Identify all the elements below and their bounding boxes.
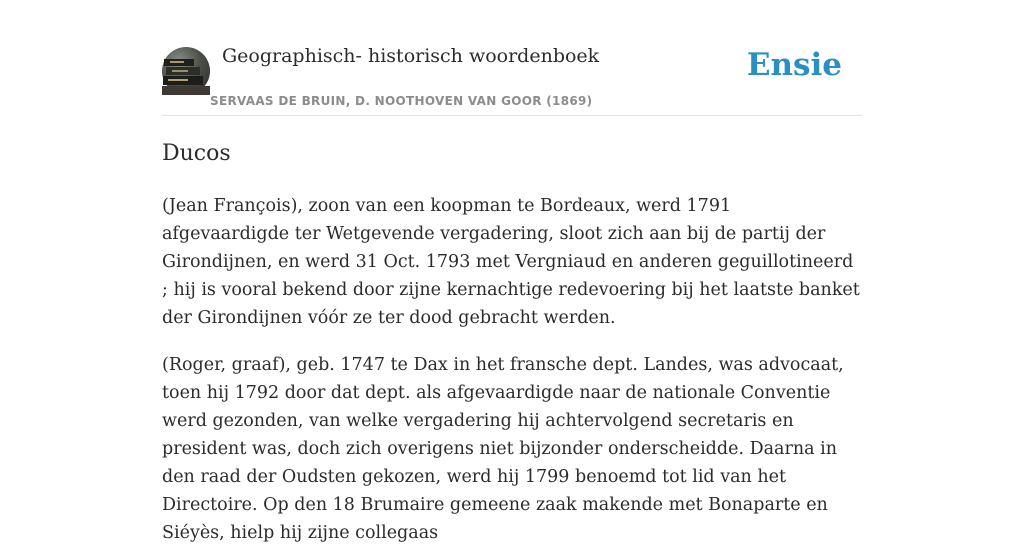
entry-paragraph: (Roger, graaf), geb. 1747 te Dax in het fransche dept. Landes, was advocaat, toen hij 1792 door dat dept. als afgevaardigde naar de nationale Conventie werd gezonden, van welke vergadering hij achtervolgend secretaris en president was, doch zich overigens niet bijzonder onderscheidde. Daarna in den raad der Oudsten gekozen, werd hij 1799 benoemd tot lid van het Directoire. Op den 18 Brumaire gemeene zaak makende met Bonaparte en Siéyès, hielp hij zijne collegaas (162, 355, 844, 543)
book-header (162, 0, 862, 116)
article-container (162, 0, 862, 543)
book-title[interactable]: Geographisch- historisch woordenboek (222, 45, 600, 67)
book-author: SERVAAS DE BRUIN, D. NOOTHOVEN VAN GOOR (1869) (210, 94, 593, 108)
book-avatar[interactable] (162, 47, 210, 95)
entry-title: Ducos (162, 141, 231, 166)
entry-paragraph: (Jean François), zoon van een koopman te Bordeaux, werd 1791 afgevaardigde ter Wetgevende vergadering, sloot zich aan bij de partij der Girondijnen, en werd 31 Oct. 1793 met Vergniaud en anderen geguillotineerd ; hij is vooral bekend door zijne kernachtige redevoering bij het laatste banket der Girondijnen vóór ze ter dood gebracht werden. (162, 196, 860, 328)
brand-logo[interactable]: Ensie (746, 47, 842, 83)
book-stack-icon (162, 47, 210, 95)
